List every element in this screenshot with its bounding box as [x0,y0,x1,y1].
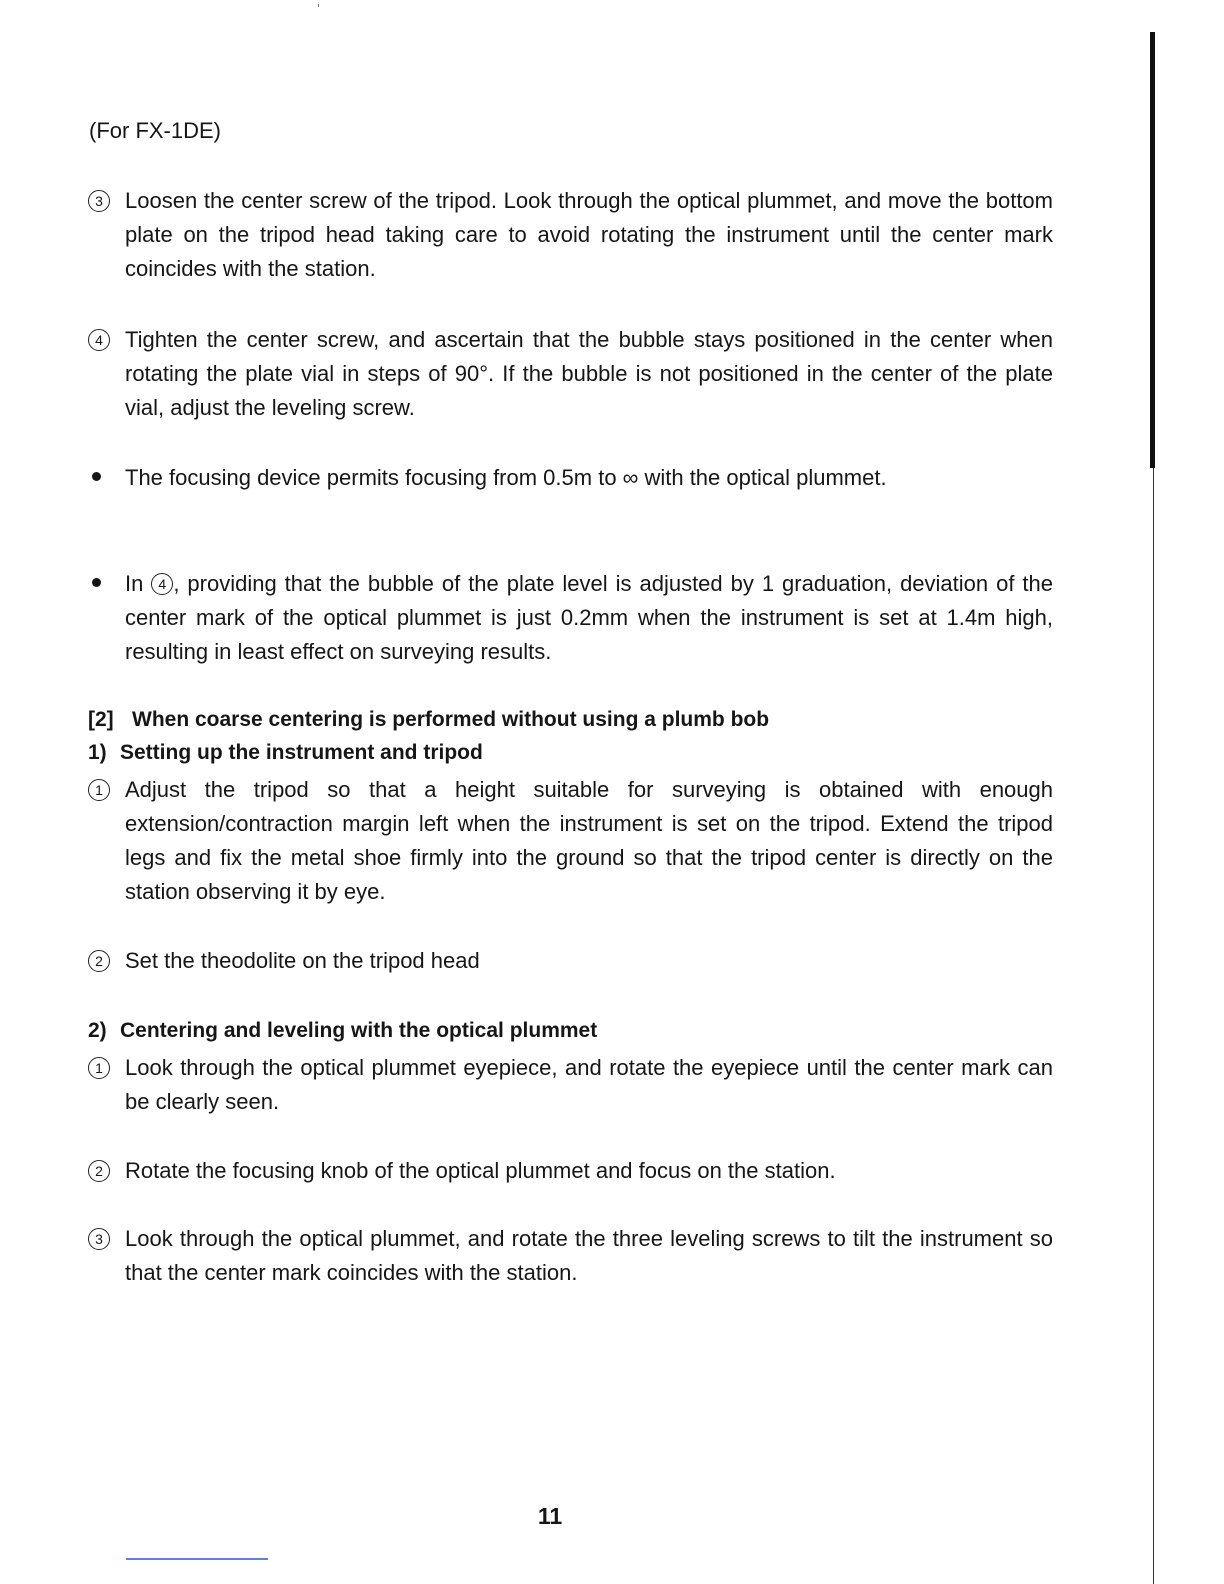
step-reference: 4 [151,573,173,595]
step-3-loosen-center-screw [88,184,1053,286]
scan-mark [318,4,319,7]
subsection-heading-centering: 2) Centering and leveling with the optical plummet [88,1019,598,1042]
step-marker: 4 [88,323,122,357]
section-heading: [2] When coarse centering is performed without using a plumb bob [88,708,770,731]
step-marker: 2 [88,1154,122,1188]
centering-step-1-eyepiece [88,1051,1053,1119]
step-text: Look through the optical plummet, and rotate the three leveling screws to tilt the instrument so that the center mark coincides with the station. [125,1226,1053,1285]
step-marker: 1 [88,773,122,807]
scan-underline-mark [126,1558,268,1560]
subsection-heading-setup: 1) Setting up the instrument and tripod [88,741,483,764]
bullet-icon [92,578,101,587]
centering-step-3-leveling-screws [88,1222,1053,1290]
page-number: 11 [537,1503,563,1529]
step-marker: 1 [88,1051,122,1085]
step-text: Rotate the focusing knob of the optical plummet and focus on the station. [125,1158,836,1183]
step-text: Loosen the center screw of the tripod. Look through the optical plummet, and move the bottom plate on the tripod head taking care to avoid rotating the instrument until the center mark coincides with the station. [125,188,1053,281]
setup-step-1-adjust-tripod [88,773,1053,909]
step-text: Tighten the center screw, and ascertain that the bubble stays positioned in the center when rotating the plate vial in steps of 90°. If the bubble is not positioned in the center of the plate vial, adjust the leveling screw. [125,327,1053,420]
model-note: (For FX-1DE) [89,118,221,143]
scan-binding-line [1153,468,1154,1584]
bullet-icon [92,472,101,481]
note-text: In 4 , providing that the bubble of the plate level is adjusted by 1 graduation, deviation of the center mark of the optical plummet is just 0.2mm when the instrument is set at 1.4m high, resulting in least effect on surveying results. [125,571,1053,664]
step-text: Adjust the tripod so that a height suitable for surveying is obtained with enough extension/contraction margin left when the instrument is set on the tripod. Extend the tripod legs and fix the metal shoe firmly into the ground so that the tripod center is directly on the station observing it by eye. [125,777,1053,904]
step-text: Look through the optical plummet eyepiece, and rotate the eyepiece until the center mark can be clearly seen. [125,1055,1053,1114]
step-marker: 3 [88,184,122,218]
setup-step-2-set-theodolite [88,944,1053,978]
scan-binding-edge [1150,32,1155,468]
note-text: The focusing device permits focusing from 0.5m to ∞ with the optical plummet. [125,465,887,490]
step-marker: 3 [88,1222,122,1256]
step-4-tighten-center-screw [88,323,1053,425]
step-text: Set the theodolite on the tripod head [125,948,480,973]
step-marker: 2 [88,944,122,978]
centering-step-2-focus [88,1154,1053,1188]
note-deviation [88,567,1053,669]
note-focusing-device [88,461,1053,495]
